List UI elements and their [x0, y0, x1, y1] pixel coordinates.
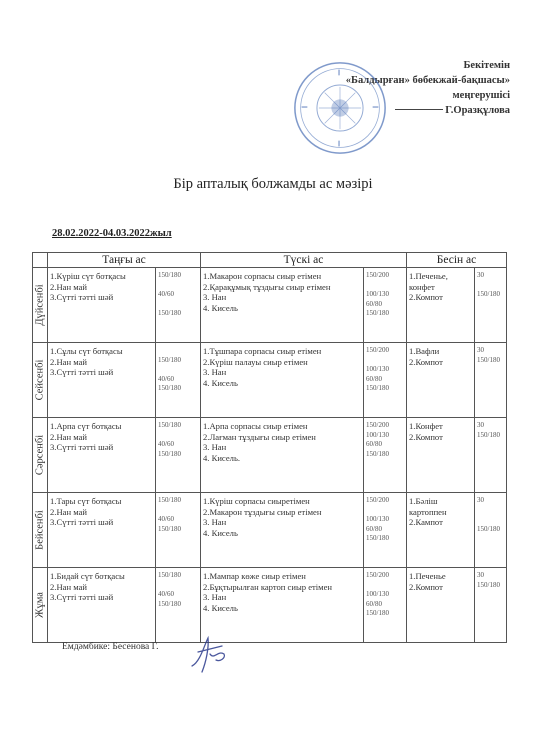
day-cell	[33, 268, 48, 343]
breakfast-cell	[48, 568, 156, 643]
portion-value: 100/130	[366, 365, 389, 373]
lunch-cell	[201, 493, 364, 568]
portion-value: 100/130	[366, 590, 389, 598]
dish-item: 1.Сұлы сүт ботқасы	[50, 346, 123, 356]
portion-value: 100/130	[366, 430, 389, 439]
cell-list	[364, 343, 406, 394]
header-snack: Бесін ас	[407, 253, 507, 268]
dish-item: 4. Кисель.	[203, 452, 241, 463]
official-seal-icon	[292, 60, 388, 156]
lunch-qty-cell	[364, 418, 407, 493]
portion-value: 150/200	[366, 496, 389, 504]
day-name: Бейсенбі	[34, 510, 46, 550]
cell-list	[407, 418, 474, 442]
cell-list	[407, 343, 474, 367]
cell-list	[475, 343, 506, 365]
dish-item: 3. Нан	[203, 367, 227, 377]
portion-value	[477, 281, 506, 291]
dish-item: 3. Нан	[203, 442, 227, 452]
dish-item: 2.Лағман тұздығы сиыр етімен	[203, 431, 316, 442]
snack-qty-cell	[475, 493, 507, 568]
portion-value: 100/130	[366, 290, 389, 298]
dish-item: 3.Сүтті тәтті шәй	[50, 367, 114, 377]
portion-value: 40/60	[158, 515, 174, 523]
cell-list	[407, 268, 474, 303]
lunch-cell	[201, 343, 364, 418]
dish-item: 4. Кисель	[203, 527, 238, 538]
dish-item: 2.Нан май	[50, 281, 88, 292]
portion-value: 60/80	[366, 299, 382, 308]
dish-item: 3.Сүтті тәтті шәй	[50, 442, 114, 452]
dish-item: 1.Арпа сорпасы сиыр етімен	[203, 421, 308, 431]
portion-value: 40/60	[158, 590, 174, 598]
cell-list	[156, 268, 200, 319]
cell-list	[201, 493, 363, 538]
dish-item: 3. Нан	[203, 517, 227, 527]
snack-qty-cell	[475, 343, 507, 418]
day-name: Сейсенбі	[34, 359, 46, 401]
portion-value	[366, 506, 406, 516]
portion-value: 30	[477, 496, 484, 504]
dish-item: 2.Кампот	[409, 517, 443, 527]
dietitian-name: Емдәмбике: Бесенова Г.	[62, 642, 159, 652]
cell-list	[475, 493, 506, 534]
dish-item: 2.Макарон тұздығы сиыр етімен	[203, 506, 322, 517]
portion-value: 150/180	[158, 449, 181, 458]
dish-item: 3. Нан	[203, 292, 227, 302]
dish-item: 4. Кисель	[203, 377, 238, 388]
document-title: Бір апталық болжамды ас мәзірі	[173, 176, 373, 192]
breakfast-cell	[48, 493, 156, 568]
cell-list	[156, 343, 200, 394]
dish-item: 2.Компот	[409, 292, 443, 302]
day-name: Дүйсенбі	[34, 284, 46, 326]
dish-item: 1.Күріш сүт ботқасы	[50, 271, 126, 281]
cell-list	[48, 418, 155, 453]
dish-item: 1.Бәліш	[409, 496, 438, 506]
portion-value: 60/80	[366, 524, 382, 533]
cell-list	[201, 418, 363, 463]
breakfast-qty-cell	[156, 493, 201, 568]
portion-value	[366, 581, 406, 591]
portion-value: 150/200	[366, 346, 389, 354]
dish-item: 2.Компот	[409, 356, 443, 367]
day-name: Жұма	[34, 592, 46, 618]
portion-value: 150/180	[366, 309, 389, 317]
portion-value: 150/180	[158, 524, 181, 533]
cell-list	[407, 568, 474, 592]
cell-list	[48, 268, 155, 303]
table-row	[33, 568, 507, 643]
portion-value: 100/130	[366, 515, 389, 523]
portion-value	[158, 300, 200, 310]
cell-list	[201, 343, 363, 388]
snack-cell	[407, 493, 475, 568]
snack-qty-cell	[475, 568, 507, 643]
dish-item: 2.Нан май	[50, 506, 88, 517]
dish-item: 2.Бұқтырылған картоп сиыр етімен	[203, 581, 332, 592]
portion-value: 150/180	[158, 309, 181, 317]
portion-value	[366, 356, 406, 366]
portion-value	[158, 365, 200, 375]
cell-list	[364, 568, 406, 619]
portion-value	[477, 515, 506, 525]
menu-table	[32, 252, 507, 643]
dish-item: 1.Бидай сүт ботқасы	[50, 571, 125, 581]
dish-item: 2.Нан май	[50, 581, 88, 592]
portion-value: 60/80	[366, 599, 382, 608]
breakfast-cell	[48, 268, 156, 343]
table-row	[33, 343, 507, 418]
portion-value: 150/180	[477, 355, 500, 364]
dish-item: 1.Арпа сүт ботқасы	[50, 421, 122, 431]
portion-value: 150/180	[158, 571, 181, 579]
snack-cell	[407, 418, 475, 493]
cell-list	[364, 493, 406, 544]
dish-item: 1.Печенье	[409, 571, 446, 581]
portion-value: 150/180	[366, 449, 389, 458]
dish-item: 1.Макарон сорпасы сиыр етімен	[203, 271, 322, 281]
day-cell	[33, 418, 48, 493]
portion-value: 150/180	[477, 290, 500, 298]
approval-line-1: Бекітемін	[463, 60, 510, 71]
portion-value: 30	[477, 571, 484, 579]
lunch-cell	[201, 268, 364, 343]
snack-qty-cell	[475, 418, 507, 493]
menu-header-row	[33, 253, 507, 268]
portion-value: 150/180	[158, 271, 181, 279]
day-cell	[33, 493, 48, 568]
portion-value: 150/180	[158, 496, 181, 504]
portion-value: 30	[477, 346, 484, 354]
snack-cell	[407, 568, 475, 643]
cell-list	[156, 568, 200, 609]
cell-list	[364, 418, 406, 459]
portion-value	[158, 431, 200, 441]
lunch-qty-cell	[364, 268, 407, 343]
approver-name: Г.Оразқұлова	[445, 105, 510, 116]
portion-value: 150/200	[366, 421, 389, 429]
portion-value: 60/80	[366, 440, 382, 448]
breakfast-cell	[48, 418, 156, 493]
dish-item: 1.Тары сүт ботқасы	[50, 496, 122, 506]
portion-value	[158, 581, 200, 591]
portion-value: 150/180	[158, 599, 181, 608]
day-cell	[33, 343, 48, 418]
lunch-qty-cell	[364, 493, 407, 568]
corner-cell	[33, 253, 48, 268]
portion-value: 40/60	[158, 374, 174, 383]
cell-list	[364, 268, 406, 319]
portion-value: 150/180	[366, 384, 389, 392]
dish-item: 4. Кисель	[203, 602, 238, 613]
portion-value	[158, 346, 200, 356]
portion-value: 150/180	[477, 430, 500, 439]
cell-list	[156, 493, 200, 534]
cell-list	[48, 568, 155, 603]
snack-cell	[407, 343, 475, 418]
portion-value: 150/180	[366, 609, 389, 617]
day-cell	[33, 568, 48, 643]
lunch-qty-cell	[364, 343, 407, 418]
day-name: Сәрсенбі	[34, 434, 46, 476]
cell-list	[475, 268, 506, 300]
portion-value: 150/180	[158, 355, 181, 364]
portion-value: 40/60	[158, 440, 174, 448]
cell-list	[48, 343, 155, 378]
header-breakfast: Таңғы ас	[48, 253, 201, 268]
dish-item: 3.Сүтті тәтті шәй	[50, 292, 114, 302]
approval-line-2: «Балдырған» бөбекжай-бақшасы»	[345, 75, 510, 86]
signature-line	[395, 109, 443, 110]
dish-item: 2.Нан май	[50, 431, 88, 442]
cell-list	[48, 493, 155, 528]
dish-item: 1.Вафли	[409, 346, 440, 356]
cell-list	[475, 568, 506, 590]
dish-item: 3.Сүтті тәтті шәй	[50, 592, 114, 602]
lunch-cell	[201, 418, 364, 493]
dish-item: 4. Кисель	[203, 302, 238, 313]
cell-list	[201, 268, 363, 313]
table-row	[33, 418, 507, 493]
breakfast-qty-cell	[156, 418, 201, 493]
dish-item: 2.Компот	[409, 431, 443, 442]
cell-list	[156, 418, 200, 459]
breakfast-qty-cell	[156, 343, 201, 418]
approval-line-3: меңгерушісі	[452, 90, 510, 101]
lunch-qty-cell	[364, 568, 407, 643]
portion-value: 60/80	[366, 374, 382, 383]
portion-value: 150/180	[366, 534, 389, 542]
dish-item: 2.Компот	[409, 581, 443, 592]
dish-item: 1.Конфет	[409, 421, 443, 431]
table-row	[33, 268, 507, 343]
dish-item: картоппен	[409, 506, 447, 517]
portion-value: 150/180	[158, 384, 181, 392]
dish-item: 1.Мампар көже сиыр етімен	[203, 571, 306, 581]
breakfast-cell	[48, 343, 156, 418]
cell-list	[201, 568, 363, 613]
dish-item: 2.Қарақұмық тұздығы сиыр етімен	[203, 281, 331, 292]
portion-value: 150/180	[477, 580, 500, 589]
handwritten-signature-icon	[186, 632, 230, 676]
dish-item: 1.Печенье, конфет	[409, 271, 448, 292]
cell-list	[475, 418, 506, 440]
portion-value: 150/200	[366, 271, 389, 279]
dish-item: 2.Нан май	[50, 356, 88, 367]
cell-list	[407, 493, 474, 528]
portion-value	[158, 281, 200, 291]
snack-qty-cell	[475, 268, 507, 343]
portion-value: 150/200	[366, 571, 389, 579]
header-lunch: Түскі ас	[201, 253, 407, 268]
portion-value	[477, 506, 506, 516]
portion-value: 30	[477, 271, 484, 279]
dish-item: 1.Күріш сорпасы сиыретімен	[203, 496, 310, 506]
portion-value: 150/180	[477, 524, 500, 533]
dish-item: 3. Нан	[203, 592, 227, 602]
dish-item: 1.Тұшпара сорпасы сиыр етімен	[203, 346, 322, 356]
portion-value	[158, 506, 200, 516]
portion-value: 150/180	[158, 421, 181, 429]
dish-item: 3.Сүтті тәтті шәй	[50, 517, 114, 527]
snack-cell	[407, 268, 475, 343]
breakfast-qty-cell	[156, 268, 201, 343]
portion-value: 30	[477, 421, 484, 429]
portion-value	[366, 281, 406, 291]
menu-period: 28.02.2022-04.03.2022жыл	[52, 228, 172, 239]
portion-value: 40/60	[158, 290, 174, 298]
dish-item: 2.Күріш палауы сиыр етімен	[203, 356, 308, 367]
table-row	[33, 493, 507, 568]
